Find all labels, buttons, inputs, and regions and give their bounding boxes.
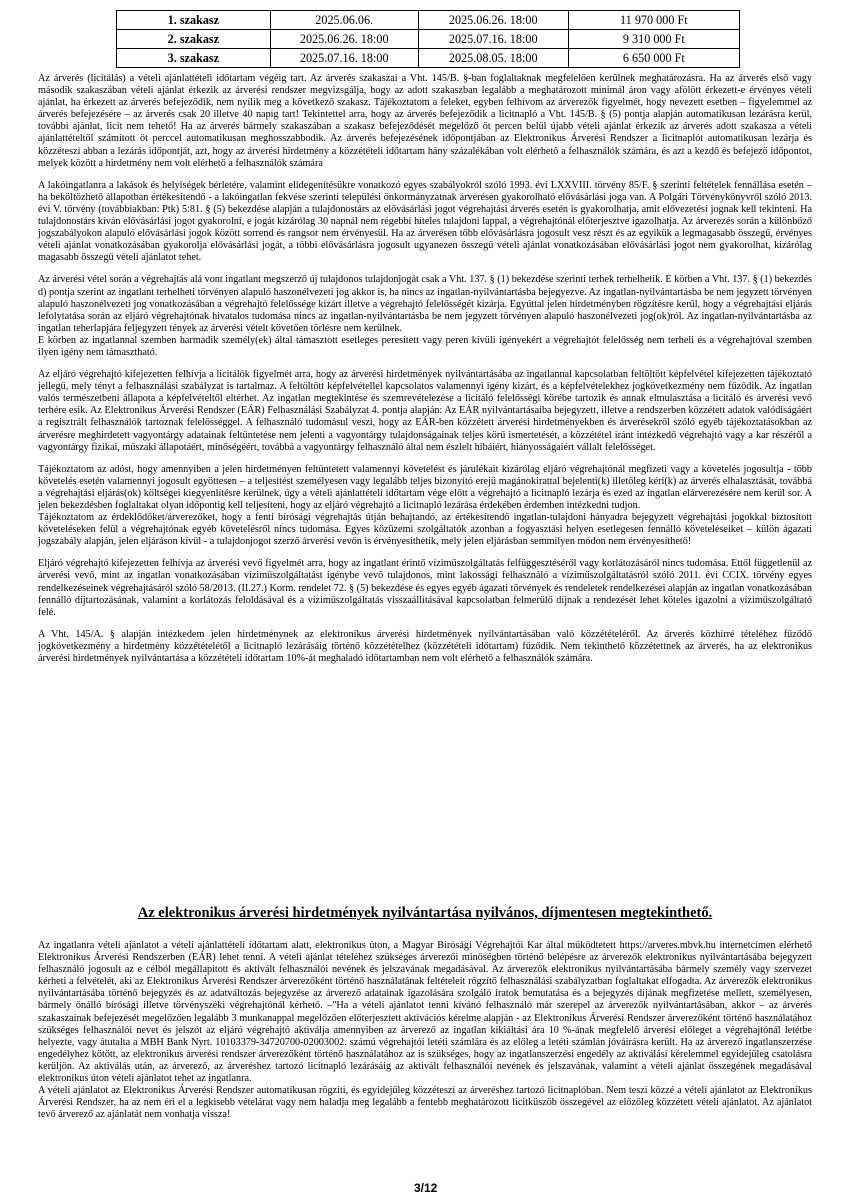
paragraph: Tájékoztatom az érdeklődőket/árverezőket, hogy a fenti bírósági végrehajtás útján behajtandó, az értékesítendő ingatlan-tulajdoni hányadra bejegyzett végrehajtási jogokkal biztosított követeléseken felül a végrehajtónak egyéb követelésről nincs tudomása. Egyes közüzemi szolgáltatók azonban a fogyasztási helyen esetlegesen fennálló követeléseiket – külön ágazati jogszabály alapján, jelen eljáráson kívül - a tulajdonjogot szerző árverési vevőn is érvényesíthetik, mely jelen eljárásban semmilyen módon nem érvényesíthető! <box>38 512 812 548</box>
section-heading: Az elektronikus árverési hirdetmények nyilvántartása nyilvános, díjmentesen megtekinthető. <box>137 905 713 921</box>
table-row <box>117 30 740 49</box>
phase-price-cell: 9 310 000 Ft <box>568 30 739 49</box>
phase-name-cell: 1. szakasz <box>117 11 271 30</box>
phase-end-cell: 2025.06.26. 18:00 <box>418 11 568 30</box>
phase-start-cell: 2025.07.16. 18:00 <box>270 49 418 68</box>
section-bidding-rules <box>38 940 812 1121</box>
section-auction-rules <box>38 73 812 665</box>
phase-price-cell: 6 650 000 Ft <box>568 49 739 68</box>
table-row <box>117 11 740 30</box>
phase-start-cell: 2025.06.26. 18:00 <box>270 30 418 49</box>
phase-name-cell: 2. szakasz <box>117 30 271 49</box>
phase-end-cell: 2025.07.16. 18:00 <box>418 30 568 49</box>
phase-name-cell: 3. szakasz <box>117 49 271 68</box>
table-row <box>117 49 740 68</box>
paragraph: Eljáró végrehajtó kifejezetten felhívja az árverési vevő figyelmét arra, hogy az ingatlant érintő víziműszolgáltatás felfüggesztéséről vagy korlátozásáról nincs tudomása. Ettől függetlenül az árverési vevő, mint az ingatlan vonatkozásában víziműszolgáltatást igénybe vevő tulajdonos, mint lakossági felhasználó a víziműszolgáltatásról szóló 2011. évi CCIX. törvény egyes rendelkezéseinek végrehajtásáról szóló 58/2013. (II.27.) Korm. rendelet 72. § (5) bekezdése és egyes egyéb ágazati törvények és rendeletek rendelkezései alapján az ingatlan vonatkozásában fennálló díjtartozásának, valamint a korlátozás feloldásával és a víziműszolgáltatás visszaállításával kapcsolatban felmerülő díjnak a rendezését lehet köteles igazolni a víziműszolgáltató felé. <box>38 558 812 618</box>
paragraph: Az árverés (licitálás) a vételi ajánlattételi időtartam végéig tart. Az árverés szakaszai a Vht. 145/B. §-ban foglaltaknak megfelelően kerülnek meghatározásra. Ha az árverés első vagy második szakaszában vételi ajánlat érkezik az árverési rendszer megvizsgálja, hogy az adott szakaszban legalább a meghatározott minimál áron vagy afölött érkezett-e érvényes vételi ajánlat, ha érkezett az árverés befejeződik, nem nyílik meg a következő szakasz. Tájékoztatom a feleket, egyben felhívom az árverezők figyelmét, hogy nevezett esetben – figyelemmel az árverés befejezésére – az árverés csak 20 illetve 40 napig tart! Tekintettel arra, hogy az árverés befejeződik a licitnapló a Vht. 145/B. § (5) pontja alapján automatikusan lezárásra kerül, további ajánlat, licit nem tehető! Ha az árverés bármely szakaszában a szakasz befejeződését megelőző öt percen belül újabb vételi ajánlat érkezik az árverés adott szakasza a vételi ajánlattételtől számított öt perccel automatikusan meghosszabbodik. Az árverés befejezésének időpontjában az Elektronikus Árverési Rendszer a licitnaplót automatikusan lezárja és közzéteszi abban a lezárás időpontját, azt, hogy az árverési hirdetmény a közzétételi időtartam hány százalékában volt elérhető a felhasználók számára, és azt a kezdő és befejező időpontot, melyek között a hirdetmény nem volt elérhető a felhasználók számára <box>38 73 812 169</box>
paragraph: Tájékoztatom az adóst, hogy amennyiben a jelen hirdetményen feltüntetett valamennyi követelést és járulékait kizárólag eljáró végrehajtónál megfizeti vagy a követelés jogosultja - több követelés esetén valamennyi jogosult egyöttesen – a teljesítést személyesen vagy legalább teljes bizonyító erejű magánokirattal bejelenti(k) illetőleg kéri(k) az árverés elhalasztását, továbbá a végrehajtási eljárás(ok) költségei kiegyenlítésre kerülnek, úgy a vételi ajánlattételi időtartam vége előtt a végrehajtó a licitnapló lezárja és ezed az ingatlan elárverezésére nem kerül sor. A jelen bekezdésben foglaltakat olyan időpontig kell teljesíteni, hogy az eljáró végrehajtó a licitnapló lezárása érdekében érdemben intézkedni tudjon. <box>38 463 812 511</box>
paragraph: A Vht. 145/A. § alapján intézkedem jelen hirdetménynek az elektronikus árverési hirdetmények nyilvántartásában való közzétételéről. Az árverés közhírré tételéhez fűződő jogkövetkezmény a hirdetmény közzétételétől a licitnapló lezárásáig történő közzétételhez (közzétételi időtartam) fűződik. Nem tekinthető közzétettnek az árverés, ha az elektronikus árverési hirdetmények nyilvántartása a közzétételi időtartam 10%-át meghaladó időtartamban nem volt elérhető a felhasználók számára. <box>38 628 812 665</box>
page-number: 3/12 <box>414 1181 438 1195</box>
paragraph: A lakóingatlanra a lakások és helyiségek bérletére, valamint elidegenítésükre vonatkozó egyes szabályokról szóló 1993. évi LXXVIII. törvény 85/F. § szerinti feltételek fennállása esetén – ha beköltözhető állapotban értékesítendő - a lakóingatlan fekvése szerinti települési önkormányzatnak árverésen gyakorolható elővásárlási joga van. A Polgári Törvénykönyvről szóló 2013. évi V. törvény (továbbiakban: Ptk) 5:81. § (5) bekezdése alapján a tulajdonostárs az elővásárlási jogot végrehajtási árverés esetén is gyakorolhatja, amit elővezetési jognak kell tekinteni. Ha tulajdonostárs kíván elővásárlási jogot gyakorolni, e jogát kizárólag 30 napnál nem régebbi hiteles tulajdoni lappal, a végrehajtónál előterjesztve igazolhatja. Az árverezés során a különböző jogszabályokon alapuló elővásárlási jogok között sorrend és rangsor nem érvényesül. Ha az árverésen több elővásárlásra jogosult vesz részt és az egyikük a legmagasabb összegű, érvényes vételi ajánlat vonatkozásában gyakorolja elővásárlási jogát, a többi elővásárlásra jogosult ugyanezen összegű vételi ajánlat vonatkozásában elővásárlási jogot nem gyakorolhat, kizárólag magasabb összegű vételi ajánlatot tehet. <box>38 179 812 264</box>
phase-end-cell: 2025.08.05. 18:00 <box>418 49 568 68</box>
paragraph: Az ingatlanra vételi ajánlatot a vételi ajánlattételi időtartam alatt, elektronikus úton, a Magyar Bírósági Végrehajtói Kar által működtetett https://arveres.mbvk.hu internetcímen elérhető Elektronikus Árverési Rendszerben (EÁR) lehet tenni. A vételi ajánlat tételéhez szükséges árverezői minőségben történő belépésre az árverezők elektronikus nyilvántartásába bejegyzett felhasználó jogosult az e célból megállapított és aktivált felhasználói nevének és jelszavának megadásával. Az árverezők elektronikus nyilvántartásába bármely személy vagy szervezet kérheti a felvételét, aki az Elektronikus Árverési Rendszer árverezőként történő használatának feltételeit rögzítő felhasználási szabályzatban foglaltakat elfogadta. Az árverezők elektronikus nyilvántartásába történő bejegyzés és az adatváltozás bejegyzése az árverező adatainak igazolására szolgáló iratok bemutatása és a bejegyzés díjának megfizetése mellett, személyesen, bármely önálló bírósági illetve törvényszéki végrehajtónál kérhető. –"Ha a vételi ajánlatot tenni kívánó felhasználó már szerepel az árverezők nyilvántartásában, akkor – az árverés szakaszainak befejezését megelőzően legalább 3 munkanappal megelőzően előterjesztett aktivációs kérelme alapján - az Elektronikus Árverési Rendszer árverezőként történő használatához szükséges felhasználói nevet és jelszót az eljáró végrehajtó aktiválja amennyiben az árverező az ingatlan kikiáltási ára 10 %-ának megfelelő árverési előleget a végrehajtónál letétbe helyezte, vagy átutalta a MBH Bank Nyrt. 10103379-34720700-02003002. számú végrehajtói letéti számlára és az előleg a letéti számlán jóváírásra került. Ha az árverező ingatlanszerzése engedélyhez kötött, az elektronikus árverési rendszer árverezőként történő használatához az is szükséges, hogy az ingatlanszerzési engedély az aktiválási kérelemmel egyidejűleg csatolásra kerüljön. Az aktiválás után, az árverező, az árveréshez tartozó licitnapló lezárásáig az aktivált felhasználói nevének és jelszavának, valamint a vételi ajánlat összegének megadásával elektronikus úton vételi ajánlatot tehet az ingatlanra. <box>38 940 812 1085</box>
paragraph: A vételi ajánlatot az Elektronikus Árverési Rendszer automatikusan rögzíti, és egyidejűleg közzéteszi az árveréshez tartozó licitnaplóban. Nem teszi közzé a vételi ajánlatot az Elektronikus Árverési Rendszer, ha az nem éri el a legkisebb vételárat vagy nem haladja meg legalább a fentebb meghatározott licitküszöb összegével az előzőleg közzétett vételi ajánlatot. Az ajánlatot tevő árverező az ajánlatát nem vonhatja vissza! <box>38 1085 812 1121</box>
paragraph: E körben az ingatlannal szemben harmadik személy(ek) által támasztott esetleges peresített vagy peren kívüli igényekért a végrehajtót felelősség nem terheli és a végrehajtóval szemben ilyen igény nem támasztható. <box>38 334 812 358</box>
paragraph: Az árverési vétel során a végrehajtás alá vont ingatlant megszerző új tulajdonos tulajdonjogát csak a Vht. 137. § (1) bekezdése szerinti terhek terhelhetik. E körben a Vht. 137. § (1) bekezdés d) pontja szerint az ingatlant terhelheti törvényen alapuló haszonélvezeti jog akkor is, ha nincs az ingatlan-nyilvántartásba bejegyezve. Az ingatlan-nyilvántartásba be nem jegyzett törvényen alapuló haszonélvezeti jog vonatkozásában a végrehajtó felelőssége kizárt illetve a végrehajtó felelősségét kizárja. Egyúttal jelen hirdetményben rögzítésre kerül, hogy a végrehajtási eljárás lefolytatása során az eljáró végrehajtónak hivatalos tudomása nincs az ingatlan-nyilvántartásba be nem jegyzett törvényen alapuló haszonélvezeti jog(ok)ról. Az ingatlan-nyilvántartásba az ingatlan teherlapjára feljegyzett tények az árverési vételt követően törlésre nem kerülnek. <box>38 274 812 334</box>
auction-phases-table <box>116 10 740 68</box>
phase-start-cell: 2025.06.06. <box>270 11 418 30</box>
paragraph: Az eljáró végrehajtó kifejezetten felhívja a licitálók figyelmét arra, hogy az árverési hirdetmények nyilvántartásába az ingatlannal kapcsolatban feltöltött képfelvétel kifejezetten tájékoztató jellegű, mely tényt a felhasználási szabályzat is tartalmaz. A feltöltött képfelvétellel kapcsolatos valamennyi igény kizárt, és a képfelvételekhez jogkövetkezmény nem fűződik. Az ingatlan valós természetbeni állapota a képfelvételtől eltérhet. Az ingatlan megtekintése és szemrevételezése a licitáló felelősségi körébe tartozik és annak elmulasztása a licitáló és árverési vevő terhére esik. Az Elektronikus Árverési Rendszer (EÁR) Felhasználási Szabályzat 4. pontja alapján: Az EÁR nyilvántartásaiba bejegyzett, illetve a rendszerben közzétett adatok valódiságáért a regisztrált felhasználók tartoznak felelősséggel. A felhasználó tudomásul veszi, hogy az EÁR-ben közzétett árverési hirdetményekben és árverésekről szóló egyéb tájékoztatásokban az árverésre meghirdetett vagyontárgy adatainak feltüntetése nem jelenti a vagyontárgy tulajdonságainak teljes körű ismertetését, a közzététel iránt intézkedő végrehajtó vagy a kar részéről a vagyontárgy fizikai, műszaki állapotáért, minőségéért, továbbá a vagyontárgy felhasználó által nem észlelt hibáiért, hiányosságaiért vállalt felelősséget. <box>38 369 812 453</box>
phase-price-cell: 11 970 000 Ft <box>568 11 739 30</box>
